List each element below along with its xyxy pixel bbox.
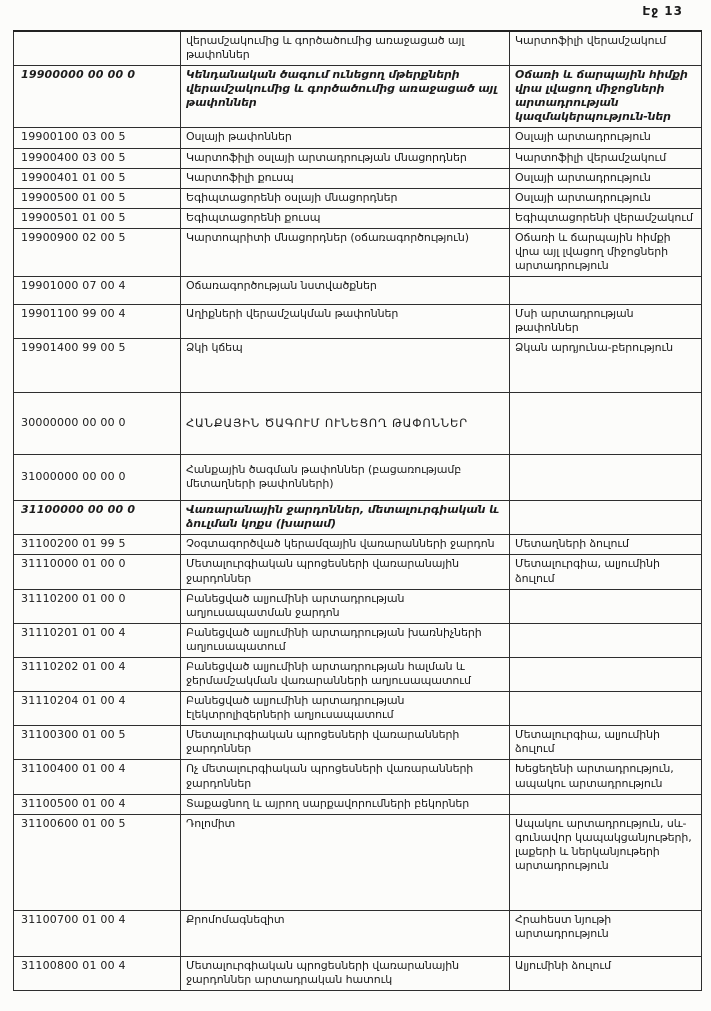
- table-row: [14, 208, 702, 228]
- table-row: [14, 760, 702, 794]
- source-cell: Եգիպտացորենի վերամշակում: [510, 208, 702, 228]
- description-cell: Եգիպտացորենի քուսպ: [181, 208, 510, 228]
- code-cell: 31100000 00 00 0: [14, 501, 181, 535]
- description-cell: Կարտոֆիլի քուսպ: [181, 168, 510, 188]
- description-cell: Օճառագործության նստվածքներ: [181, 277, 510, 305]
- description-cell: Ոչ մետալուրգիական պրոցեսների վառարանների ջարդոններ: [181, 760, 510, 794]
- code-cell: 31110204 01 00 4: [14, 692, 181, 726]
- code-cell: 31100500 01 00 4: [14, 794, 181, 814]
- code-cell: 19900000 00 00 0: [14, 66, 181, 128]
- source-cell: Օճառի և ճարպային հիմքի վրա այլ լվացող միջոցների արտադրություն: [510, 228, 702, 276]
- table-row: [14, 148, 702, 168]
- source-cell: [510, 501, 702, 535]
- table-row: [14, 501, 702, 535]
- code-cell: 31100800 01 00 4: [14, 956, 181, 990]
- description-cell: Մետալուրգիական պրոցեսների վառարանների ջարդոններ: [181, 726, 510, 760]
- description-cell: Կարտոպրիտի մնացորդներ (օճառագործություն): [181, 228, 510, 276]
- source-cell: Մետաղների ձուլում: [510, 535, 702, 555]
- source-cell: Մսի արտադրության թափոններ: [510, 305, 702, 339]
- code-cell: 31110200 01 00 0: [14, 589, 181, 623]
- code-cell: [14, 31, 181, 66]
- code-cell: 31100400 01 00 4: [14, 760, 181, 794]
- description-cell: Բանեցված ալյումինի արտադրության էլեկտրոլիզերների աղյուսապատում: [181, 692, 510, 726]
- source-cell: Օսլայի արտադրություն: [510, 188, 702, 208]
- source-cell: Օսլայի արտադրություն: [510, 168, 702, 188]
- table-row: [14, 623, 702, 657]
- table-row: [14, 657, 702, 691]
- description-cell: վերամշակումից և գործածումից առաջացած այլ թափոններ: [181, 31, 510, 66]
- source-cell: [510, 657, 702, 691]
- description-cell: Բանեցված ալյումինի արտադրության հալման և ջերմամշակման վառարանների աղյուսապատում: [181, 657, 510, 691]
- code-cell: 31000000 00 00 0: [14, 455, 181, 501]
- description-cell: Աղիքների վերամշակման թափոններ: [181, 305, 510, 339]
- description-cell: Մետալուրգիական պրոցեսների վառարանային ջարդոններ արտադրական հատուկ: [181, 956, 510, 990]
- description-cell: Կենդանական ծագում ունեցող մթերքների վերամշակումից և գործածումից առաջացած այլ թափոններ: [181, 66, 510, 128]
- table-row: [14, 66, 702, 128]
- source-cell: Կարտոֆիլի վերամշակում: [510, 31, 702, 66]
- code-cell: 19900401 01 00 5: [14, 168, 181, 188]
- description-cell: Քրոմոմագնեզիտ: [181, 910, 510, 956]
- table-row: [14, 726, 702, 760]
- code-cell: 31100300 01 00 5: [14, 726, 181, 760]
- source-cell: Օսլայի արտադրություն: [510, 128, 702, 148]
- code-cell: 19901400 99 00 5: [14, 339, 181, 393]
- description-cell: Դոլոմիտ: [181, 814, 510, 910]
- code-cell: 19900501 01 00 5: [14, 208, 181, 228]
- code-cell: 19900100 03 00 5: [14, 128, 181, 148]
- description-cell: Կարտոֆիլի օսլայի արտադրության մնացորդներ: [181, 148, 510, 168]
- description-cell: ՀԱՆՔԱՅԻՆ ԾԱԳՈՒՄ ՈՒՆԵՑՈՂ ԹԱՓՈՆՆԵՐ: [181, 393, 510, 455]
- code-cell: 31100700 01 00 4: [14, 910, 181, 956]
- description-cell: Բանեցված ալյումինի արտադրության խառնիչների աղյուսապատում: [181, 623, 510, 657]
- page-number: Էջ 13: [642, 4, 683, 18]
- source-cell: Ձկան արդյունա-բերություն: [510, 339, 702, 393]
- code-cell: 30000000 00 00 0: [14, 393, 181, 455]
- source-cell: [510, 692, 702, 726]
- code-cell: 19900400 03 00 5: [14, 148, 181, 168]
- description-cell: Չօգտագործված կերամզային վառարանների ջարդոն: [181, 535, 510, 555]
- source-cell: [510, 455, 702, 501]
- source-cell: Ալյումինի ձուլում: [510, 956, 702, 990]
- description-cell: Օսլայի թափոններ: [181, 128, 510, 148]
- table-row: [14, 535, 702, 555]
- description-cell: Բանեցված ալյումինի արտադրության աղյուսապատման ջարդոն: [181, 589, 510, 623]
- source-cell: Հրահեստ նյութի արտադրություն: [510, 910, 702, 956]
- code-cell: 19901000 07 00 4: [14, 277, 181, 305]
- description-cell: Տաքացնող և այրող սարքավորումների բեկորներ: [181, 794, 510, 814]
- source-cell: [510, 393, 702, 455]
- table-row: [14, 455, 702, 501]
- code-cell: 19900500 01 00 5: [14, 188, 181, 208]
- table-row: [14, 31, 702, 66]
- source-cell: Խեցեղենի արտադրություն, ապակու արտադրություն: [510, 760, 702, 794]
- description-cell: Ձկի կճեպ: [181, 339, 510, 393]
- table-row: [14, 555, 702, 589]
- table-row: [14, 228, 702, 276]
- code-cell: 31110000 01 00 0: [14, 555, 181, 589]
- description-cell: Մետալուրգիական պրոցեսների վառարանային ջարդոններ: [181, 555, 510, 589]
- table-row: [14, 692, 702, 726]
- table-row: [14, 910, 702, 956]
- description-cell: Վառարանային ջարդոններ, մետալուրգիական և ձուլման կոքս (խարամ): [181, 501, 510, 535]
- code-cell: 19901100 99 00 4: [14, 305, 181, 339]
- code-cell: 31110201 01 00 4: [14, 623, 181, 657]
- table-row: [14, 393, 702, 455]
- table-row: [14, 305, 702, 339]
- source-cell: [510, 623, 702, 657]
- description-cell: Եգիպտացորենի օսլայի մնացորդներ: [181, 188, 510, 208]
- code-cell: 31100600 01 00 5: [14, 814, 181, 910]
- table-row: [14, 188, 702, 208]
- table-row: [14, 128, 702, 148]
- code-cell: 31110202 01 00 4: [14, 657, 181, 691]
- source-cell: [510, 277, 702, 305]
- table-row: [14, 339, 702, 393]
- table-row: [14, 814, 702, 910]
- description-cell: Հանքային ծագման թափոններ (բացառությամբ մետաղների թափոնների): [181, 455, 510, 501]
- source-cell: Ապակու արտադրություն, սև-գունավոր կապակցանյութերի, լաքերի և ներկանյութերի արտադրություն: [510, 814, 702, 910]
- table-row: [14, 794, 702, 814]
- waste-classification-table: [13, 30, 702, 991]
- table-body: [14, 31, 702, 990]
- source-cell: [510, 794, 702, 814]
- source-cell: Օճառի և ճարպային հիմքի վրա լվացող միջոցների արտադրության կազմակերպություն-ներ: [510, 66, 702, 128]
- table-row: [14, 277, 702, 305]
- code-cell: 19900900 02 00 5: [14, 228, 181, 276]
- source-cell: Մետալուրգիա, ալյումինի ձուլում: [510, 726, 702, 760]
- table-row: [14, 168, 702, 188]
- table-row: [14, 589, 702, 623]
- source-cell: [510, 589, 702, 623]
- source-cell: Մետալուրգիա, ալյումինի ձուլում: [510, 555, 702, 589]
- table-row: [14, 956, 702, 990]
- code-cell: 31100200 01 99 5: [14, 535, 181, 555]
- source-cell: Կարտոֆիլի վերամշակում: [510, 148, 702, 168]
